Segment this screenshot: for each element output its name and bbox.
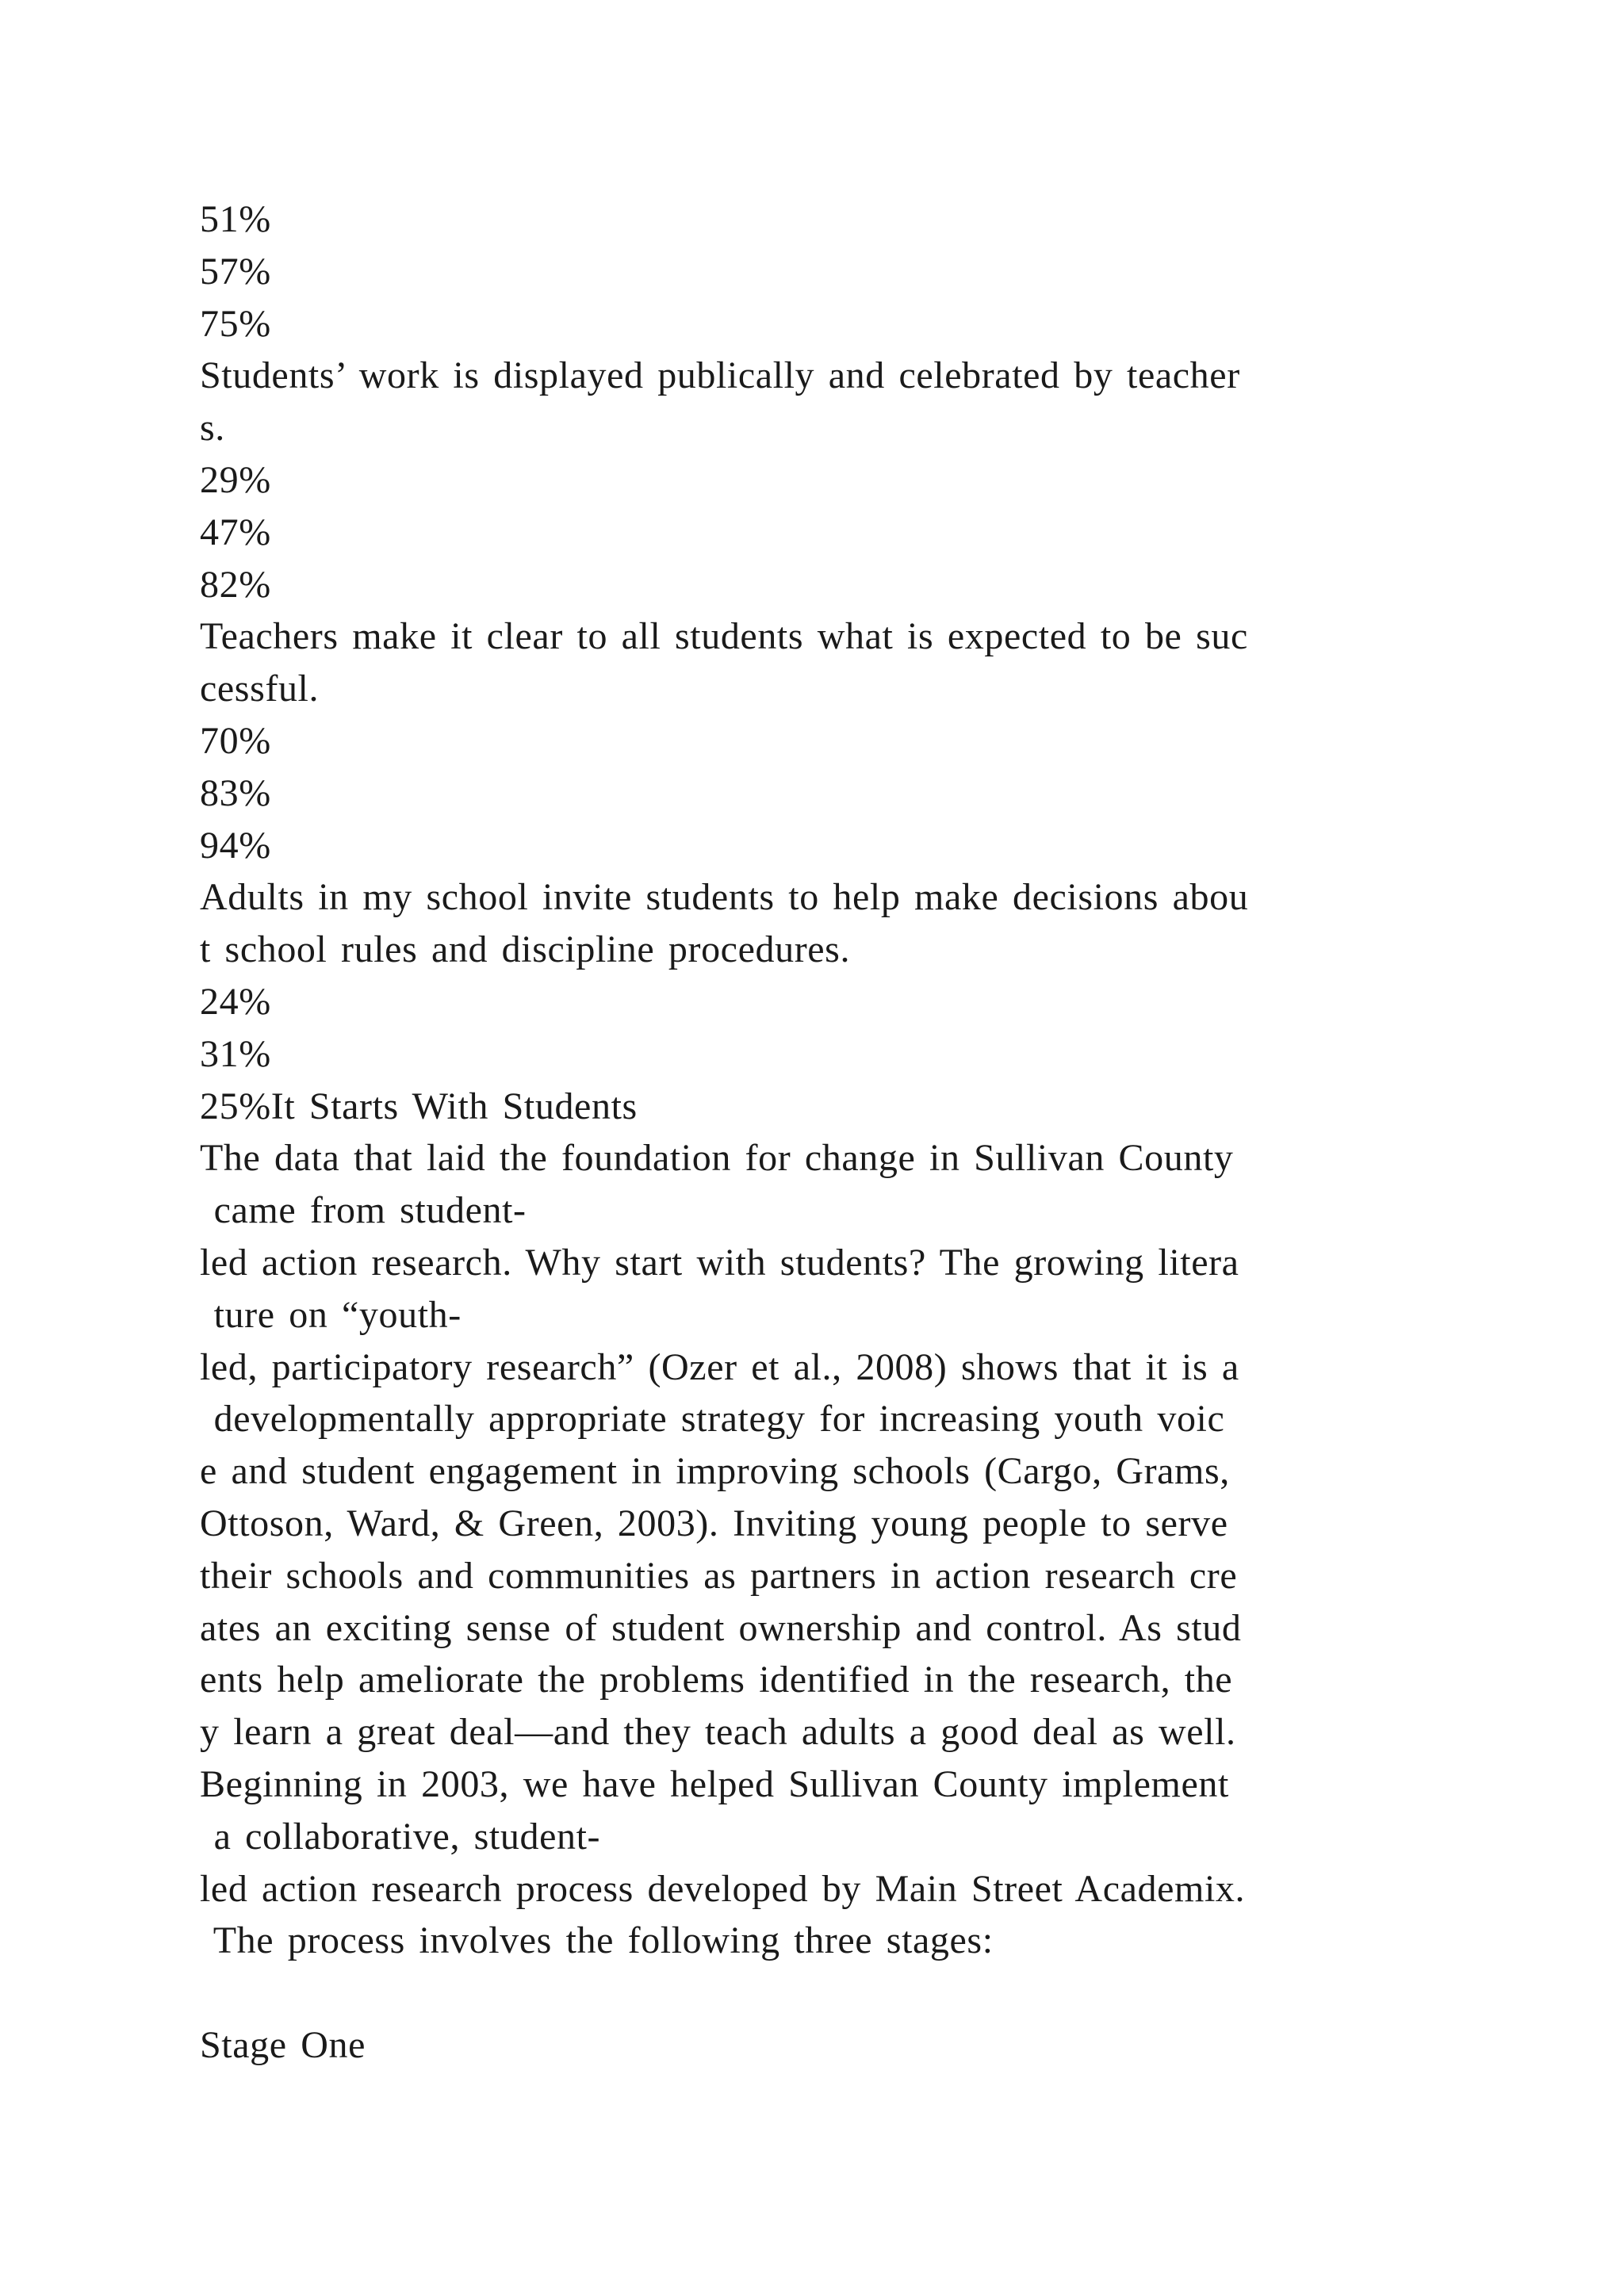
text-line: 57% xyxy=(200,250,271,293)
text-line: a collaborative, student- xyxy=(200,1815,601,1858)
text-line: ture on “youth- xyxy=(200,1293,462,1336)
text-line: cessful. xyxy=(200,668,320,710)
text-line: Students’ work is displayed publically and celebrated by teacher xyxy=(200,354,1240,397)
text-line: ates an exciting sense of student ownership and control. As stud xyxy=(200,1606,1242,1649)
text-line: Adults in my school invite students to help make decisions abou xyxy=(200,876,1249,919)
stage-heading-line: Stage One xyxy=(200,2023,366,2066)
text-line: 82% xyxy=(200,563,271,606)
text-line: 75% xyxy=(200,302,271,345)
text-line: Ottoson, Ward, & Green, 2003). Inviting young people to serve xyxy=(200,1502,1228,1544)
text-line: Teachers make it clear to all students what is expected to be suc xyxy=(200,615,1248,658)
text-line: 94% xyxy=(200,824,271,867)
text-line: 83% xyxy=(200,771,271,814)
text-line: e and student engagement in improving schools (Cargo, Grams, xyxy=(200,1450,1230,1493)
text-line: led action research process developed by Main Street Academix. xyxy=(200,1867,1246,1910)
blank-line xyxy=(200,1967,1437,2019)
text-line: 24% xyxy=(200,980,271,1023)
text-line: 29% xyxy=(200,458,271,501)
text-line: s. xyxy=(200,407,225,450)
text-line: developmentally appropriate strategy for increasing youth voic xyxy=(200,1398,1225,1441)
text-line: their schools and communities as partners in action research cre xyxy=(200,1554,1238,1597)
text-line: The data that laid the foundation for change in Sullivan County xyxy=(200,1137,1234,1180)
text-line: ents help ameliorate the problems identified in the research, the xyxy=(200,1659,1233,1701)
text-line: Beginning in 2003, we have helped Sullivan County implement xyxy=(200,1762,1229,1805)
text-line: 51% xyxy=(200,198,271,240)
text-line: came from student- xyxy=(200,1189,527,1232)
section-heading-line: 25%It Starts With Students xyxy=(200,1085,638,1127)
text-line: 31% xyxy=(200,1032,271,1075)
text-line: The process involves the following three stages: xyxy=(200,1919,994,1962)
text-line: led, participatory research” (Ozer et al., 2008) shows that it is a xyxy=(200,1345,1239,1388)
text-line: t school rules and discipline procedures. xyxy=(200,928,851,971)
document-text xyxy=(200,193,1437,2072)
text-line: led action research. Why start with students? The growing litera xyxy=(200,1241,1239,1284)
text-line: 47% xyxy=(200,511,271,553)
text-line: 70% xyxy=(200,719,271,762)
text-line: y learn a great deal—and they teach adults a good deal as well. xyxy=(200,1711,1236,1754)
